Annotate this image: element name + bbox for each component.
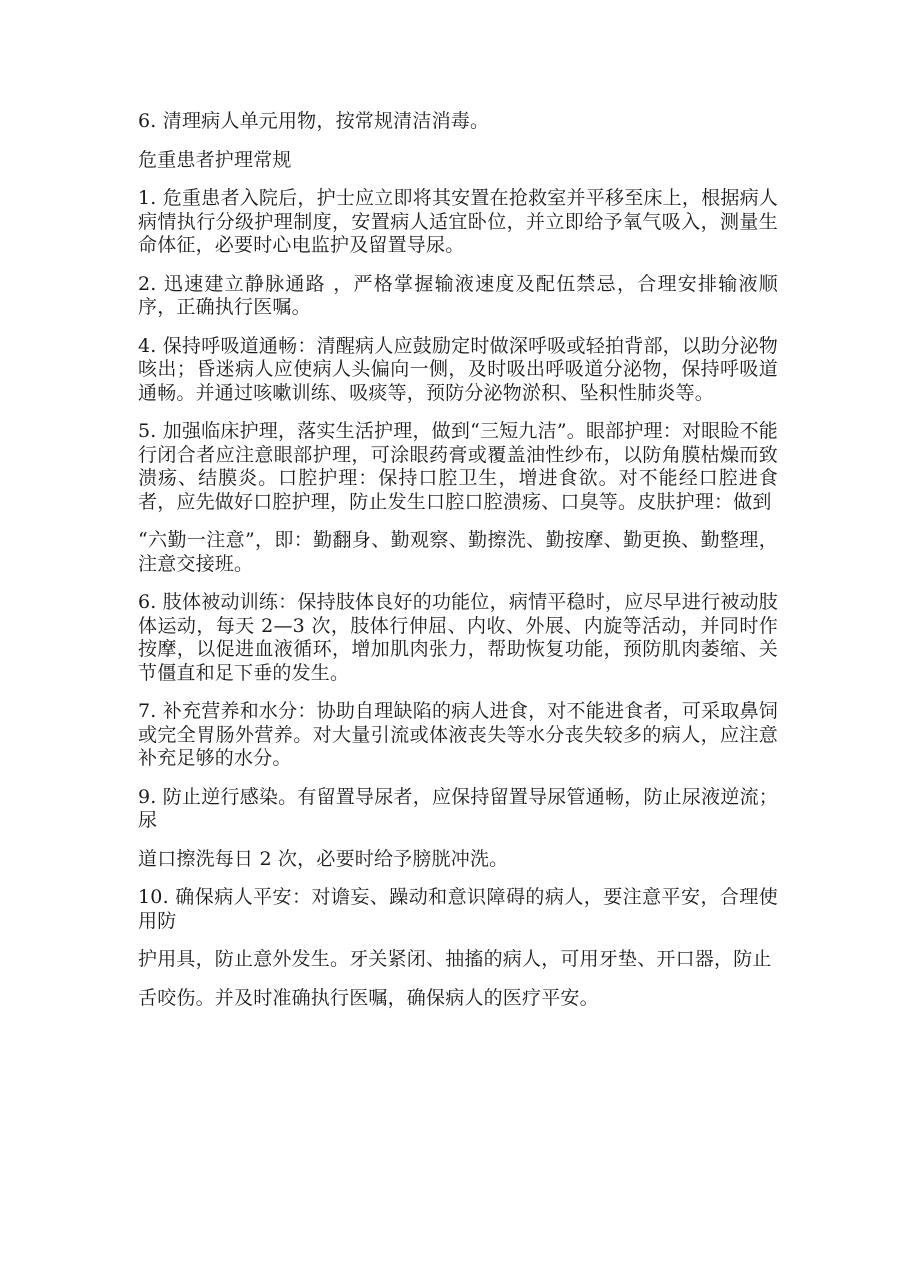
paragraph-patient-safety: 10. 确保病人平安：对谵妄、躁动和意识障碍的病人，要注意平安，合理使用防 — [138, 886, 778, 932]
paragraph-admission: 1. 危重患者入院后，护士应立即将其安置在抢救室并平移至床上，根据病人病情执行分级护理制度，安置病人适宜卧位，并立即给予氧气吸入，测量生命体征，必要时心电监护及留置导尿。 — [138, 187, 778, 256]
section-heading: 危重患者护理常规 — [138, 148, 292, 171]
paragraph-cleaning: 6. 清理病人单元用物，按常规清洁消毒。 — [138, 110, 490, 132]
paragraph-infection-prevention: 9. 防止逆行感染。有留置导尿者，应保持留置导尿管通畅，防止尿液逆流；尿 — [138, 785, 778, 831]
paragraph-clinical-care: 5. 加强临床护理，落实生活护理，做到“三短九洁”。眼部护理：对眼睑不能行闭合者应注意眼部护理，可涂眼药膏或覆盖油性纱布，以防角膜枯燥而致溃疡、结膜炎。口腔护理：保持口腔卫生，增进食欲。对不能经口腔进食者，应先做好口腔护理，防止发生口腔口腔溃疡、口臭等。皮肤护理：做到 — [138, 420, 778, 513]
paragraph-bladder-irrigation: 道口擦洗每日 2 次，必要时给予膀胱冲洗。 — [138, 847, 509, 870]
paragraph-limb-training: 6. 肢体被动训练：保持肢体良好的功能位，病情平稳时，应尽早进行被动肢体运动，每天 2—3 次，肢体行伸屈、内收、外展、内旋等活动，并同时作按摩，以促进血液循环，增加肌肉张力，帮助恢复功能，预防肌肉萎缩、关节僵直和足下垂的发生。 — [138, 591, 778, 684]
paragraph-venous-access: 2. 迅速建立静脉通路 ，严格掌握输液速度及配伍禁忌，合理安排输液顺序，正确执行医嘱。 — [138, 272, 778, 318]
paragraph-protective-equipment: 护用具，防止意外发生。牙关紧闭、抽搐的病人，可用牙垫、开口器，防止 — [138, 948, 772, 970]
paragraph-six-diligence: “六勤一注意”，即：勤翻身、勤观察、勤擦洗、勤按摩、勤更换、勤整理，注意交接班。 — [138, 529, 778, 575]
document-body — [138, 110, 778, 1025]
paragraph-tongue-bite: 舌咬伤。并及时准确执行医嘱，确保病人的医疗平安。 — [138, 986, 599, 1009]
paragraph-nutrition: 7. 补充营养和水分：协助自理缺陷的病人进食，对不能进食者，可采取鼻饲或完全胃肠外营养。对大量引流或体液丧失等水分丧失较多的病人，应注意补充足够的水分。 — [138, 700, 778, 769]
paragraph-airway: 4. 保持呼吸道通畅：清醒病人应鼓励定时做深呼吸或轻拍背部，以助分泌物咳出；昏迷病人应使病人头偏向一侧，及时吸出呼吸道分泌物，保持呼吸道通畅。并通过咳嗽训练、吸痰等，预防分泌物淤积、坠积性肺炎等。 — [138, 334, 778, 404]
